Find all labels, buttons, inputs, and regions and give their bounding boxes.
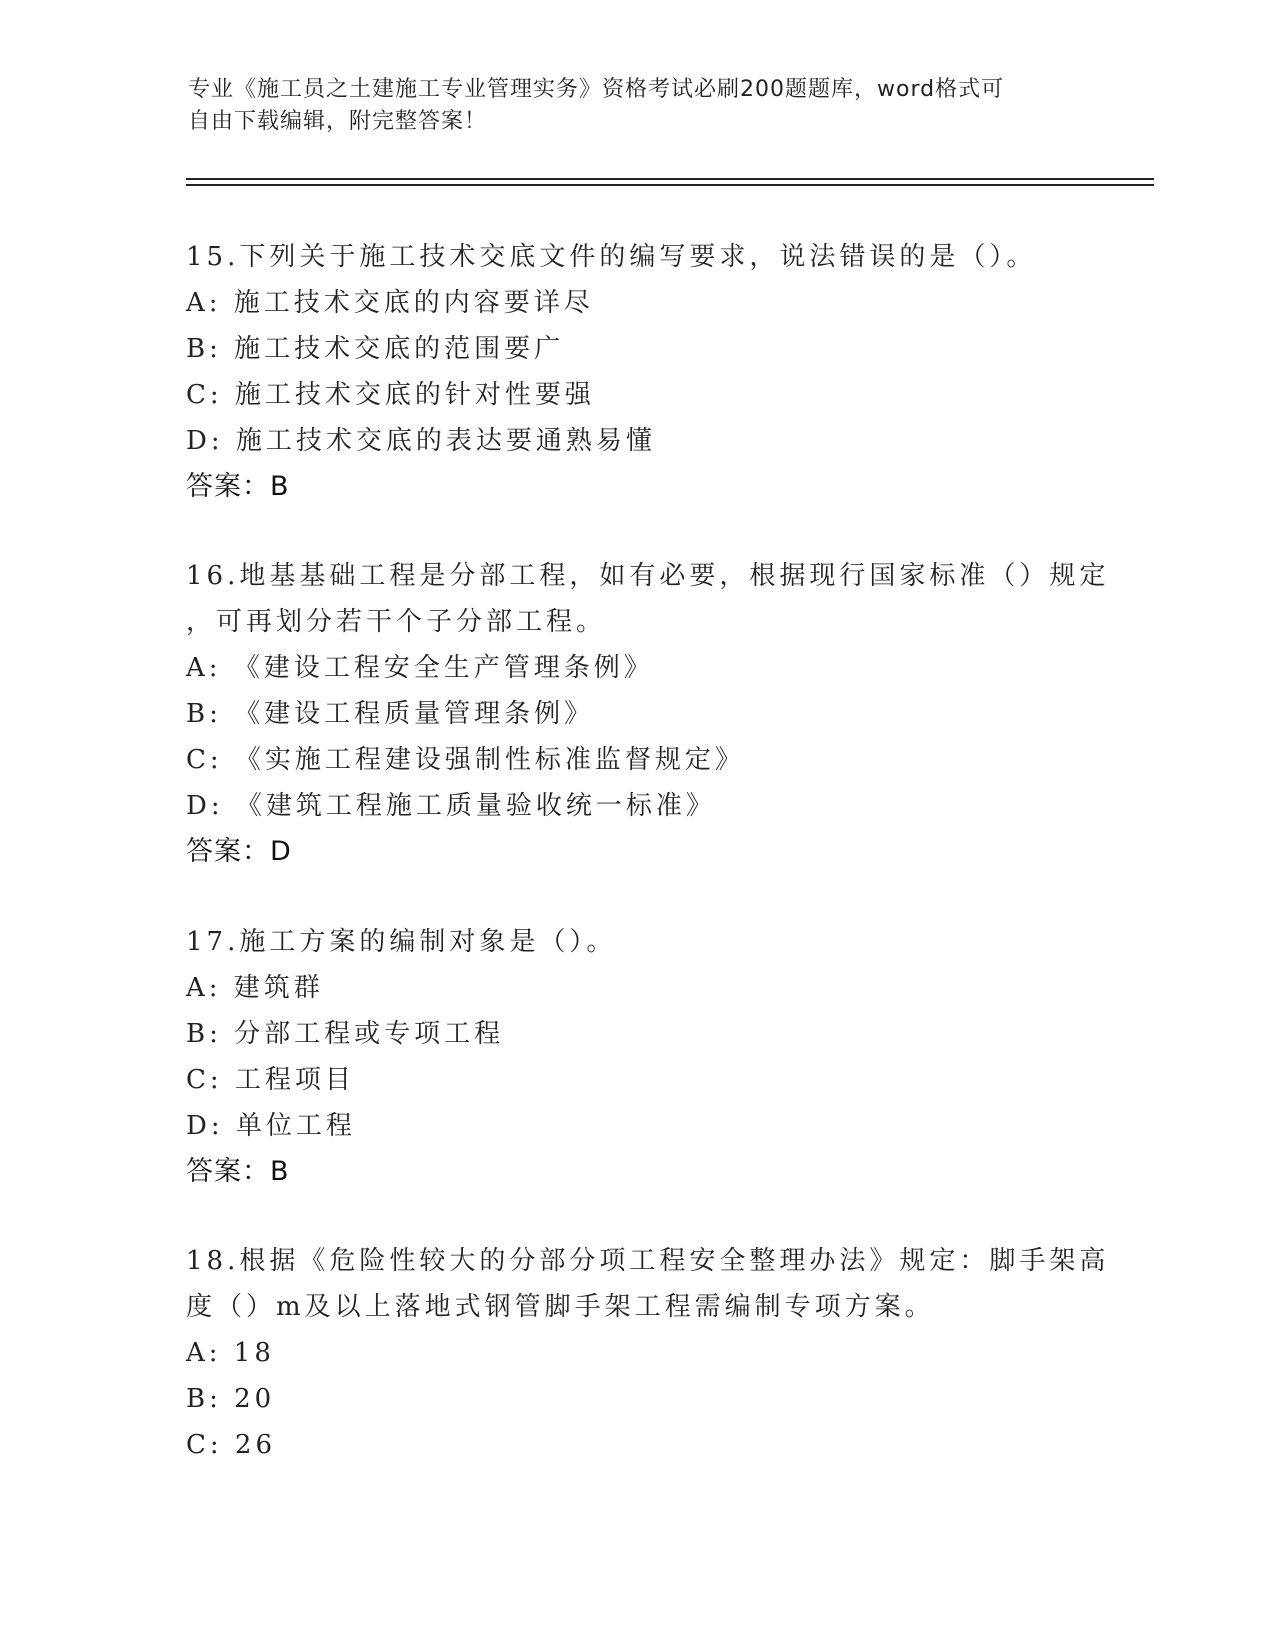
option-a: A: 18 xyxy=(186,1338,275,1368)
header-line: 专业《施工员之土建施工专业管理实务》资格考试必刷200题题库，word格式可 xyxy=(188,77,1005,102)
option-b: B: 《建设工程质量管理条例》 xyxy=(186,699,595,729)
question-stem: 18.根据《危险性较大的分部分项工程安全整理办法》规定：脚手架高 xyxy=(186,1246,1110,1276)
question-stem: 15.下列关于施工技术交底文件的编写要求，说法错误的是（）。 xyxy=(186,242,1037,272)
question-stem: 17.施工方案的编制对象是（）。 xyxy=(186,927,617,957)
option-b: B: 20 xyxy=(186,1384,276,1414)
option-a: A: 施工技术交底的内容要详尽 xyxy=(186,288,594,318)
question-15 xyxy=(186,234,1086,510)
header-divider xyxy=(186,178,1154,180)
option-d: D: 施工技术交底的表达要通熟易懂 xyxy=(186,426,656,456)
answer-line: 答案：D xyxy=(186,836,292,867)
answer-line: 答案：B xyxy=(186,1156,290,1187)
option-d: D: 《建筑工程施工质量验收统一标准》 xyxy=(186,791,716,821)
header-line: 自由下载编辑，附完整答案！ xyxy=(188,109,488,134)
answer-line: 答案：B xyxy=(186,471,290,502)
question-stem: 16.地基基础工程是分部工程，如有必要，根据现行国家标准（）规定 xyxy=(186,561,1110,591)
option-c: C: 《实施工程建设强制性标准监督规定》 xyxy=(186,745,745,775)
question-stem: 度（）m及以上落地式钢管脚手架工程需编制专项方案。 xyxy=(186,1292,935,1322)
question-18 xyxy=(186,1238,1110,1468)
option-d: D: 单位工程 xyxy=(186,1111,356,1141)
option-b: B: 分部工程或专项工程 xyxy=(186,1019,505,1049)
document-header xyxy=(188,74,1068,138)
option-a: A: 建筑群 xyxy=(186,973,324,1003)
question-16 xyxy=(186,553,1110,875)
option-c: C: 施工技术交底的针对性要强 xyxy=(186,380,595,410)
header-divider xyxy=(186,184,1154,186)
option-c: C: 26 xyxy=(186,1430,277,1460)
question-stem: ，可再划分若干个子分部工程。 xyxy=(186,607,607,637)
option-a: A: 《建设工程安全生产管理条例》 xyxy=(186,653,654,683)
question-17 xyxy=(186,919,1086,1195)
option-b: B: 施工技术交底的范围要广 xyxy=(186,334,565,364)
option-c: C: 工程项目 xyxy=(186,1065,355,1095)
